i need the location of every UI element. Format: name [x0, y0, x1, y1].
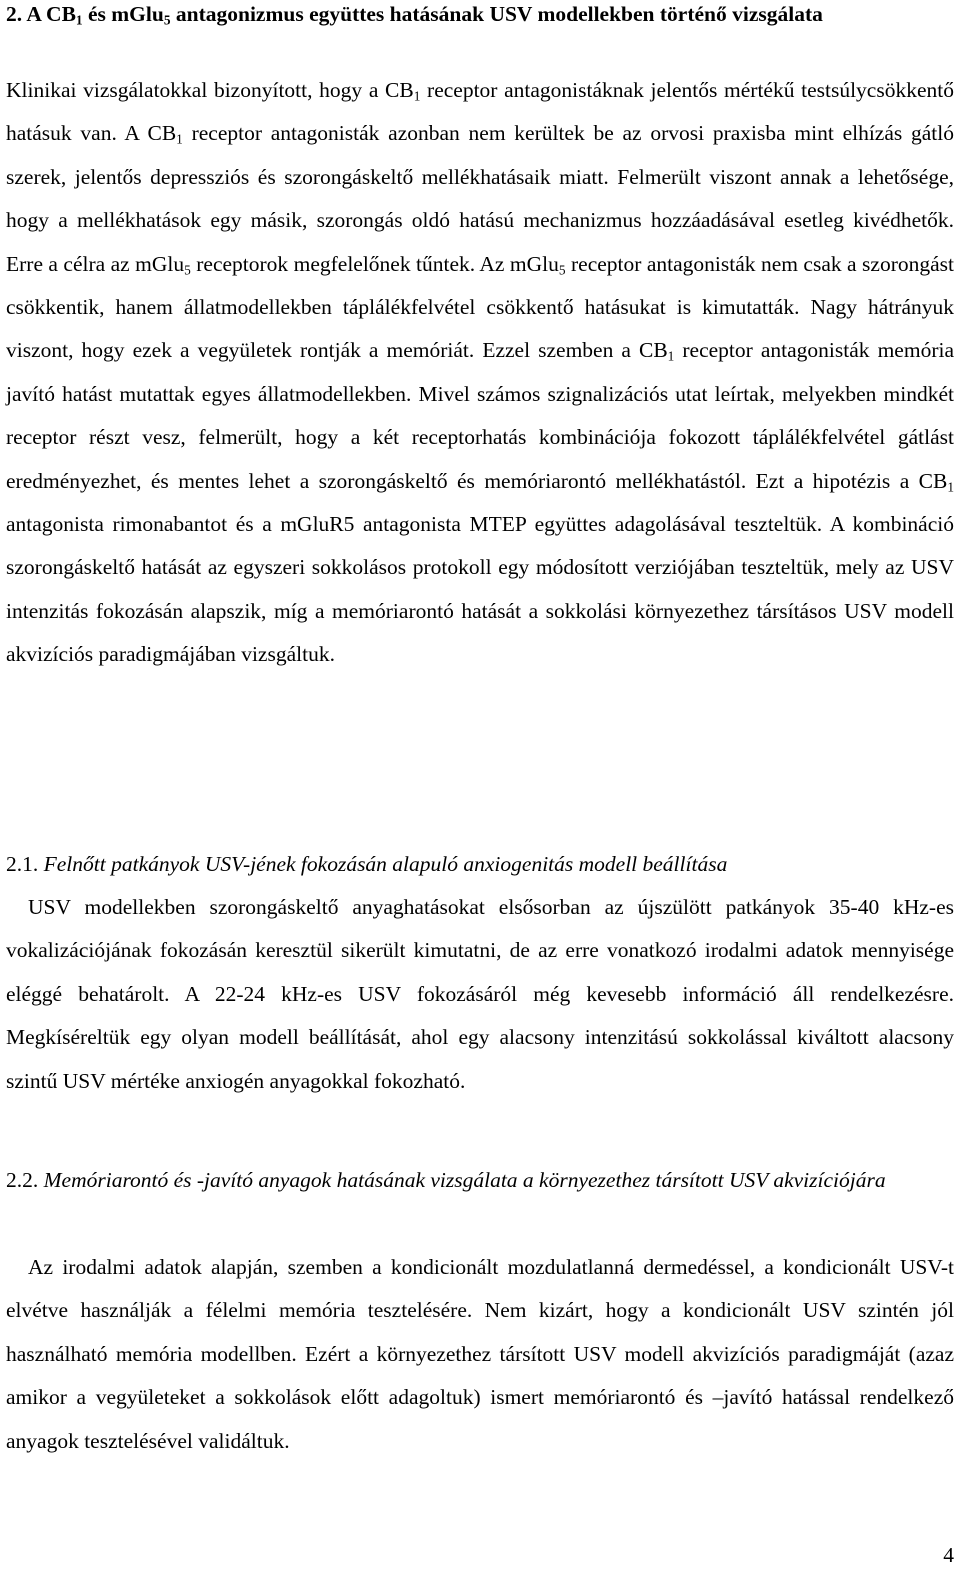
page-number: 4 [943, 1543, 954, 1567]
subscript: 1 [667, 349, 675, 365]
subsection-title: Felnőtt patkányok USV-jének fokozásán alapuló anxiogenitás modell beállítása [43, 852, 728, 876]
subscript: 1 [176, 132, 183, 148]
subscript: 5 [558, 262, 566, 278]
section-heading [6, 0, 954, 35]
subsection-title: Memóriarontó és -javító anyagok hatásának vizsgálata a környezethez társított USV akvizíciójára [43, 1168, 886, 1192]
subsection-number: 2.1. [6, 852, 39, 876]
subsection-heading-2-1 [6, 843, 954, 886]
paragraph-text: receptor antagonisták memória javító hatást mutattak egyes állatmodellekben. Mivel számos szignalizációs utat leírtak, melyekben mindkét receptor részt vesz, felmerült, hogy a két receptorhatás kombinációja fokozott táplálékfelvétel gátlást eredményezhet, és mentes lehet a szorongáskeltő és memóriarontó mellékhatástól. Ezt a hipotézis a CB [6, 338, 954, 493]
subsection-2-1-body: USV modellekben szorongáskeltő anyaghatásokat elsősorban az újszülött patkányok 35-40 kHz-es vokalizációjának fokozásán keresztül sikerült kimutatni, de az erre vonatkozó irodalmi adatok mennyisége eléggé behatárolt. A 22-24 kHz-es USV fokozásáról még kevesebb információ áll rendelkezésre. Megkíséreltük egy olyan modell beállítását, ahol egy alacsony intenzitású sokkolással kiváltott alacsony szintű USV mértéke anxiogén anyagokkal fokozható. [6, 895, 954, 1093]
subsection-2-2-body: Az irodalmi adatok alapján, szemben a kondicionált mozdulatlanná dermedéssel, a kondicionált USV-t elvétve használják a félelmi memória tesztelésére. Nem kizárt, hogy a kondicionált USV szintén jól használható memória modellben. Ezért a környezethez társított USV modell akvizíciós paradigmáját (azaz amikor a vegyületeket a sokkolások előtt adagoltuk) ismert memóriarontó és –javító hatással rendelkező anyagok tesztelésével validáltuk. [6, 1255, 954, 1453]
heading-number: 2. [6, 2, 23, 26]
paragraph-text: receptor antagonistáknak jelentős mértékű testsúlycsökkentő hatásuk van. A CB [6, 78, 954, 146]
subscript: 1 [413, 88, 421, 104]
paragraph-text: receptorok megfelelőnek tűntek. Az mGlu [190, 251, 559, 276]
paragraph-text: receptor antagonisták azonban nem kerültek be az orvosi praxisba mint elhízás gátló szerek, jelentős depressziós és szorongáskeltő mellékhatásaik miatt. Felmerült viszont annak a lehetősége, hogy a mellékhatások egy másik, szorongás oldó hatású mechanizmus hozzáadásával esetleg kivédhetők. Erre a célra az mGlu [6, 121, 954, 276]
subscript: 1 [947, 479, 954, 495]
paragraph-text: receptor antagonisták nem csak a szorongást csökkentik, hanem állatmodellekben táplálékfelvétel csökkentő hatásukat is kimutatták. Nagy hátrányuk viszont, hogy ezek a vegyületek rontják a memóriát. Ezzel szemben a CB [6, 251, 954, 363]
heading-text: A $CB_1$ és mGlu$_5$ antagonizmus együttes hatásának USV modellekben történő vizsgálata [26, 2, 823, 28]
subsection-number: 2.2. [6, 1168, 39, 1192]
subsection-heading-2-2 [6, 1159, 954, 1202]
paragraph-text: antagonista rimonabantot és a mGluR5 antagonista MTEP együttes adagolásával teszteltük. A kombináció szorongáskeltő hatását az egyszeri sokkolásos protokoll egy módosított verziójában teszteltük, mely az USV intenzitás fokozásán alapszik, míg a memóriarontó hatását a sokkolási környezethez társításos USV modell akvizíciós paradigmájában vizsgáltuk. [6, 512, 954, 667]
paragraph-text: Klinikai vizsgálatokkal bizonyított, hogy a CB [6, 78, 414, 102]
subscript: 5 [184, 262, 191, 278]
intro-paragraph [6, 69, 954, 677]
